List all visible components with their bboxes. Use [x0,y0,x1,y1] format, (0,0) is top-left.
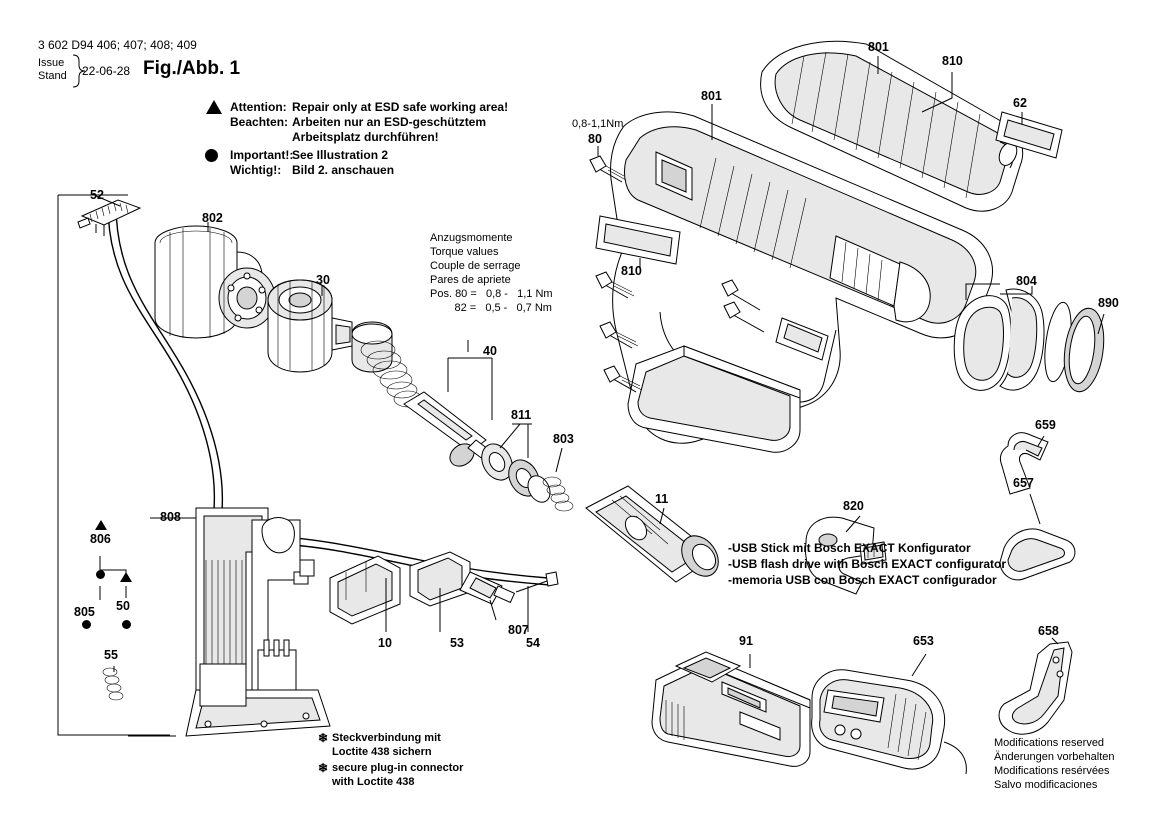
torque-callout: 0,8-1,1Nm [572,118,624,130]
callout-10: 10 [378,636,392,650]
part-657-tool [1000,529,1075,580]
callout-11: 11 [655,492,669,506]
callout-91: 91 [739,634,753,648]
issue-label-line2: Stand [38,70,67,82]
issue-label-line1: Issue [38,57,65,69]
part-91-battery [652,652,810,766]
marker-triangle-806 [95,520,107,530]
clover-icon-2: ❄ [318,761,329,775]
callout-40: 40 [483,344,497,358]
part-658-wrench [999,642,1072,734]
part-30-gearbox [268,280,352,372]
part-40-spindle-assembly [352,322,500,471]
callout-52: 52 [90,188,104,202]
attention-de-text-2: Arbeitsplatz durchführen! [292,130,439,144]
marker-dot-806 [96,570,105,579]
important-dot-icon [205,149,218,162]
callout-803: 803 [553,432,574,446]
loctite-line-1: Steckverbindung mit [332,732,441,744]
callout-807: 807 [508,623,529,637]
important-en-label: Important!: [230,148,294,162]
torque-line-2: Torque values [430,246,499,258]
torque-line-3: Couple de serrage [430,260,521,272]
part-811-washers [476,439,555,506]
part-10-cover [330,556,400,624]
callout-657: 657 [1013,476,1034,490]
part-804-collar [954,289,1108,394]
callout-810-b: 810 [621,264,642,278]
callout-55: 55 [104,648,118,662]
clover-icon-1: ❄ [318,731,329,745]
important-en-text: See Illustration 2 [292,148,389,162]
attention-en-text: Repair only at ESD safe working area! [292,100,509,114]
torque-line-5: Pos. 80 = 0,8 - 1,1 Nm [430,288,553,300]
callout-62: 62 [1013,96,1027,110]
attention-en-label: Attention: [230,100,287,114]
callout-30: 30 [316,273,330,287]
part-808-handle-assembly [186,508,330,736]
marker-dot-50 [122,620,131,629]
part-802-motor [155,226,275,338]
torque-line-1: Anzugsmomente [430,232,513,244]
part-653-charger [812,670,967,774]
part-numbers-header: 3 602 D94 406; 407; 408; 409 [38,38,197,52]
modifications-en: Modifications reserved [994,737,1105,749]
callout-820: 820 [843,499,864,513]
issue-date: 22-06-28 [82,64,131,78]
callout-53: 53 [450,636,464,650]
callout-801-b: 801 [701,89,722,103]
callout-890: 890 [1098,296,1119,310]
torque-line-4: Pares de apriete [430,274,511,286]
callout-801-a: 801 [868,40,889,54]
important-de-text: Bild 2. anschauen [292,163,395,177]
torque-line-6: 82 = 0,5 - 0,7 Nm [430,302,552,314]
callout-805: 805 [74,605,95,619]
callout-810-a: 810 [942,54,963,68]
marker-dot-805 [82,620,91,629]
callout-653: 653 [913,634,934,648]
usb-note-de: -USB Stick mit Bosch EXACT Konfigurator [728,541,971,555]
callout-659: 659 [1035,418,1056,432]
callout-658: 658 [1038,624,1059,638]
callout-802: 802 [202,211,223,225]
marker-triangle-50 [120,572,132,582]
attention-de-label: Beachten: [230,115,289,129]
usb-note-en: -USB flash drive with Bosch EXACT configurator [728,557,1007,571]
important-de-label: Wichtig!: [230,163,282,177]
loctite-line-2: Loctite 438 sichern [332,746,432,758]
modifications-fr: Modifications resérvées [994,765,1110,777]
modifications-es: Salvo modificaciones [994,779,1098,791]
callout-54: 54 [526,636,540,650]
loctite-line-3: secure plug-in connector [332,762,464,774]
callout-80: 80 [588,132,602,146]
callout-806: 806 [90,532,111,546]
figure-label: Fig./Abb. 1 [143,58,241,79]
callout-811: 811 [511,408,532,422]
part-53-connector [410,552,558,606]
callout-50: 50 [116,599,130,613]
usb-note-es: -memoria USB con Bosch EXACT configurador [728,573,997,587]
callout-808: 808 [160,510,181,524]
loctite-line-4: with Loctite 438 [332,776,415,788]
callout-804: 804 [1016,274,1037,288]
attention-triangle-icon [206,100,222,114]
part-55-spring [103,668,123,700]
modifications-de: Änderungen vorbehalten [994,751,1115,763]
attention-de-text-1: Arbeiten nur an ESD-geschütztem [292,115,487,129]
